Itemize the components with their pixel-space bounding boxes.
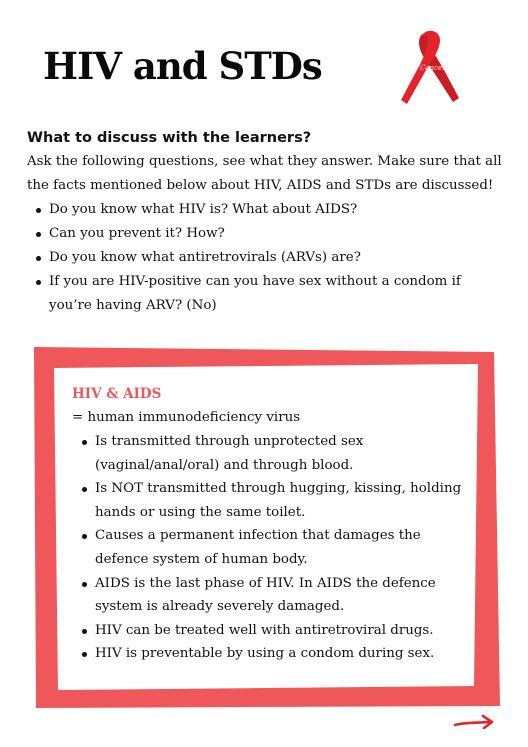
- fact-item: Causes a permanent infection that damages the defence system of human body.: [81, 524, 472, 571]
- fact-item: Is NOT transmitted through hugging, kissing, holding hands or using the same toilet.: [81, 477, 472, 524]
- discussion-instructions: Ask the following questions, see what they answer. Make sure that all the facts mentioned below about HIV, AIDS and STDs are discussed!: [27, 154, 502, 193]
- fact-item: Is transmitted through unprotected sex (vaginal/anal/oral) and through blood.: [81, 430, 472, 477]
- discussion-heading: What to discuss with the learners?: [27, 130, 312, 146]
- arrow-right-icon[interactable]: [452, 713, 496, 731]
- question-item: Do you know what antiretrovirals (ARVs) are?: [35, 246, 507, 270]
- fact-list: [81, 430, 472, 666]
- question-list: [35, 198, 507, 318]
- hiv-aids-box: [72, 384, 472, 666]
- fact-item: AIDS is the last phase of HIV. In AIDS the defence system is already severely damaged.: [81, 572, 472, 619]
- box-title: HIV & AIDS: [72, 386, 162, 402]
- question-item: Can you prevent it? How?: [35, 222, 507, 246]
- hiv-definition: = human immunodeficiency virus: [72, 410, 301, 425]
- question-item: Do you know what HIV is? What about AIDS?: [35, 198, 507, 222]
- ribbon-label: Cancer: [420, 64, 446, 72]
- fact-item: HIV can be treated well with antiretroviral drugs.: [81, 619, 472, 643]
- fact-item: HIV is preventable by using a condom during sex.: [81, 642, 472, 666]
- red-ribbon-icon: [398, 26, 462, 112]
- discussion-section: [27, 130, 507, 318]
- question-item: If you are HIV-positive can you have sex without a condom if you’re having ARV? (No): [35, 270, 507, 318]
- page-title: HIV and STDs: [43, 44, 322, 88]
